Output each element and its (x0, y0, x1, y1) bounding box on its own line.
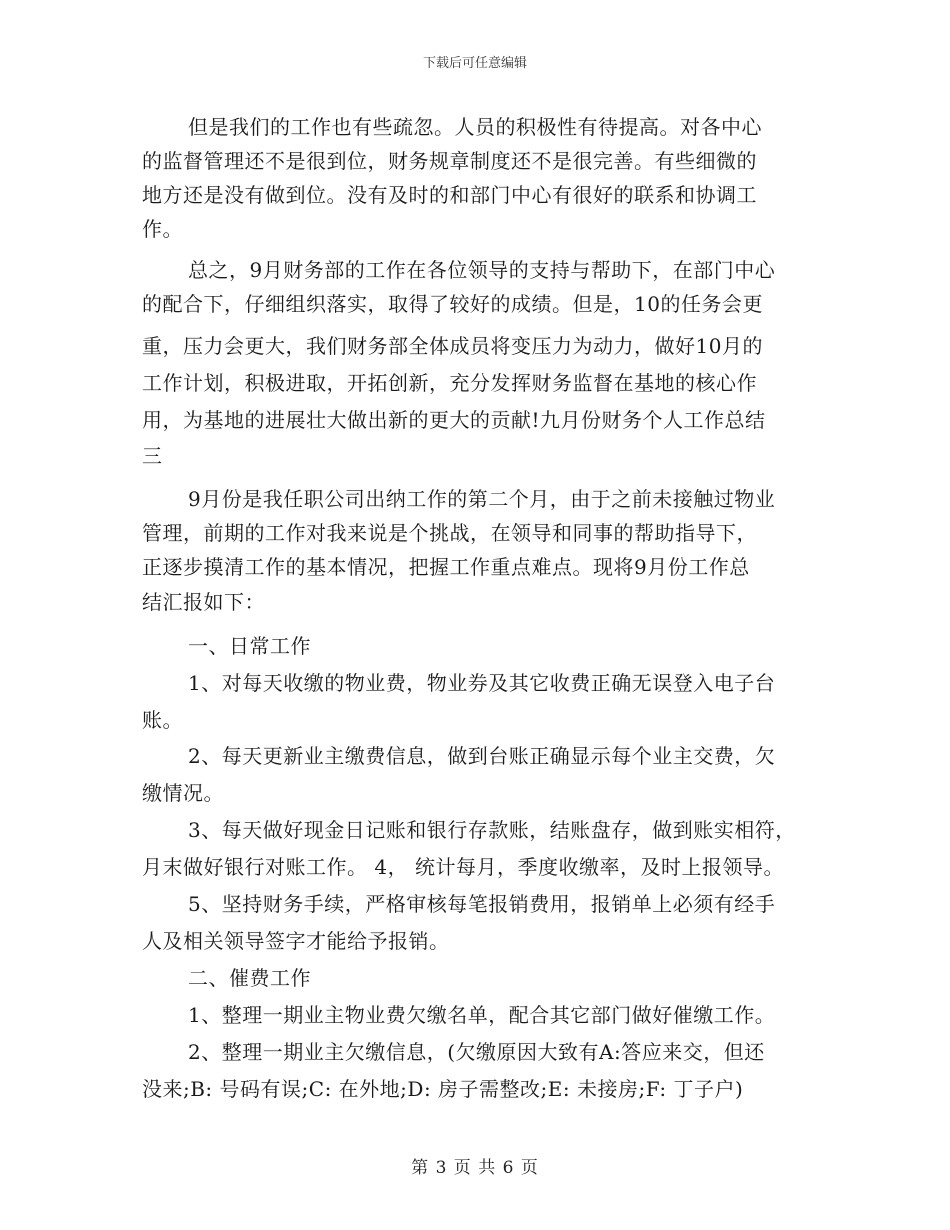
text-line: 人及相关领导签字才能给予报销。 (142, 929, 450, 953)
text-line: 正逐步摸清工作的基本情况，把握工作重点难点。现将9月份工作总 (142, 555, 750, 579)
page-header: 下载后可任意编辑 (422, 56, 527, 71)
text-line: 9月份是我任职公司出纳工作的第二个月，由于之前未接触过物业 (188, 487, 776, 511)
text-line: 2、每天更新业主缴费信息，做到台账正确显示每个业主交费，欠 (188, 744, 776, 768)
text-line: 作。 (142, 217, 183, 241)
section-heading: 一、日常工作 (188, 634, 311, 658)
text-line: 管理，前期的工作对我来说是个挑战，在领导和同事的帮助指导下， (142, 521, 757, 545)
text-line: 缴情况。 (142, 781, 224, 805)
text-line: 用，为基地的进展壮大做出新的更大的贡献!九月份财务个人工作总结 (142, 408, 766, 432)
page-number-footer: 第 3 页 共 6 页 (411, 1158, 539, 1178)
text-line: 的监督管理还不是很到位，财务规章制度还不是很完善。有些细微的 (142, 149, 757, 173)
text-line: 1、对每天收缴的物业费，物业券及其它收费正确无误登入电子台 (188, 671, 776, 695)
text-line: 重，压力会更大，我们财务部全体成员将变压力为动力，做好10月的 (142, 334, 763, 358)
text-line: 结汇报如下： (142, 590, 265, 614)
text-line: 总之，9月财务部的工作在各位领导的支持与帮助下，在部门中心 (188, 258, 776, 282)
text-line: 2、整理一期业主欠缴信息，(欠缴原因大致有A:答应来交，但还 (188, 1040, 765, 1064)
text-line: 月末做好银行对账工作。 4， 统计每月，季度收缴率，及时上报领导。 (142, 855, 784, 879)
text-line: 工作计划，积极进取，开拓创新，充分发挥财务监督在基地的核心作 (142, 371, 757, 395)
section-heading: 二、催费工作 (188, 966, 311, 990)
text-line: 3、每天做好现金日记账和银行存款账，结账盘存，做到账实相符， (188, 818, 796, 842)
text-line: 但是我们的工作也有些疏忽。人员的积极性有待提高。对各中心 (188, 115, 762, 139)
text-line: 三 (142, 444, 163, 468)
text-line: 1、整理一期业主物业费欠缴名单，配合其它部门做好催缴工作。 (188, 1003, 776, 1027)
text-line: 没来;B: 号码有误;C: 在外地;D: 房子需整改;E: 未接房;F: 丁子户) (142, 1077, 744, 1101)
text-line: 的配合下，仔细组织落实，取得了较好的成绩。但是，10的任务会更 (142, 292, 763, 316)
text-line: 账。 (142, 708, 183, 732)
text-line: 地方还是没有做到位。没有及时的和部门中心有很好的联系和协调工 (142, 183, 757, 207)
text-line: 5、坚持财务手续，严格审核每笔报销费用，报销单上必须有经手 (188, 892, 776, 916)
